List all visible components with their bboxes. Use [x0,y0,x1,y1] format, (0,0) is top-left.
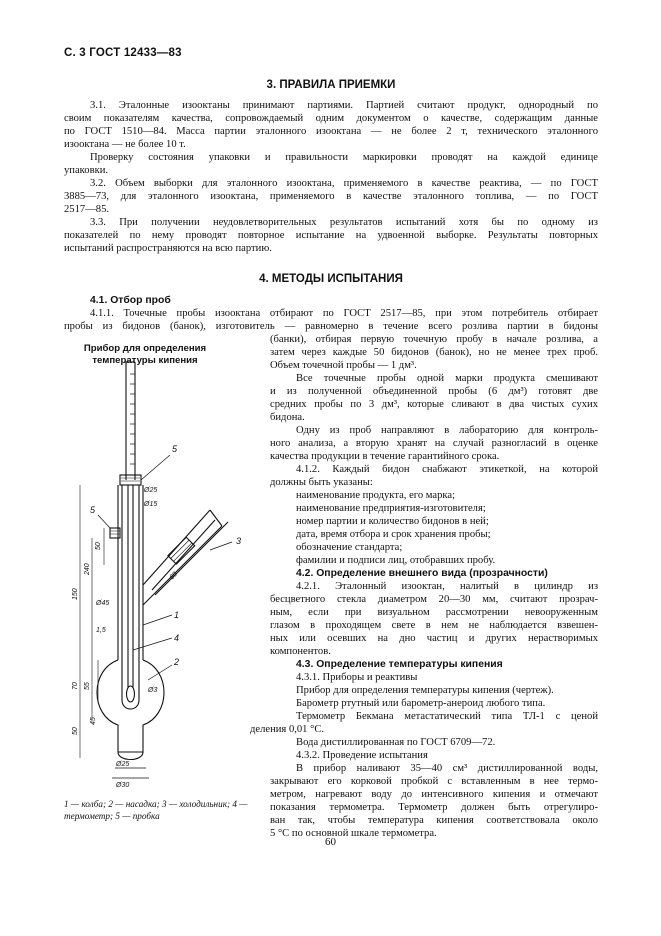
label-3: 3 [236,536,242,546]
subsection-title: 4.3. Определение температуры кипения [296,659,503,670]
page-header: С. 3 ГОСТ 12433—83 [64,47,182,59]
text-line: своим показателям качества, сопровождаемый одним документом о качестве, содержащим данные [64,113,598,124]
text-line: 3.1. Эталонные изооктаны принимают партиями. Партией считают продукт, однородный по [90,100,598,111]
text-line: качества продукции в течение гарантийного срока. [270,451,500,462]
text-line: 4.1.2. Каждый бидон снабжают этикеткой, на которой [296,464,598,475]
test-procedure-text [270,736,598,840]
page-number: 60 [325,836,336,848]
text-line: метром, нагревают воду до интенсивного кипения и отмечают [270,789,598,800]
section4-intro [64,294,598,333]
text-line: деления 0,01 °С. [250,724,325,735]
text-line: испытаний распространяются на всю партию. [64,243,272,254]
text-line: пробы из бидонов (банок), изготовитель — равномерно в течение всего розлива партии в бидоны [64,321,598,332]
text-line: Термометр Бекмана метастатический типа ТЛ-1 с ценой [296,711,598,722]
dim-1-5: 1,5 [96,627,106,634]
text-line: 2517—85. [64,204,110,215]
label-4: 4 [174,633,180,643]
boiling-point-apparatus-drawing [60,360,270,790]
label-5-top: 5 [172,444,178,454]
dim-d25-top: Ø25 [144,487,158,494]
text-line: упаковки. [64,165,109,176]
list-item: обозначение стандарта; [296,542,403,553]
dim-d3: Ø3 [148,687,158,694]
text-line: глазом в проходящем свете в нем не наблюдается взвешен- [270,620,598,631]
figure-caption: 1 — колба; 2 — насадка; 3 — холодильник; 4 — термометр; 5 — пробка [64,799,248,821]
dim-d45: Ø45 [96,600,110,607]
text-line: Объем точечной пробы — 1 дм³. [270,360,417,371]
text-line: ван так, чтобы температура кипения соответствовала около [270,815,598,826]
section3-title: 3. ПРАВИЛА ПРИЕМКИ [266,79,396,91]
division-value-line [250,723,598,736]
section3-text [64,99,598,255]
text-line: компонентов. [270,646,331,657]
label-2: 2 [174,657,180,667]
dim-150: 150 [72,588,79,600]
dim-60: 60 [168,570,179,582]
text-line: затем через каждые 50 бидонов (банок), но не менее трех проб. [270,347,598,358]
text-line: 4.1.1. Точечные пробы изооктана отбирают по ГОСТ 2517—85, при этом потребитель отбирает [90,308,598,319]
section4-title: 4. МЕТОДЫ ИСПЫТАНИЯ [259,273,403,285]
list-item: номер партии и количество бидонов в ней; [296,516,489,527]
text-line: Вода дистиллированная по ГОСТ 6709—72. [296,737,496,748]
text-line: ным, если при визуальном рассмотрении невооруженным [270,607,598,618]
text-line: бидона. [270,412,305,423]
subsection-title: 4.2. Определение внешнего вида (прозрачности) [296,568,548,579]
text-line: бесцветного стекла диаметром 20—30 мм, считают прозрач- [270,594,598,605]
subsection-title: 4.1. Отбор проб [90,295,171,306]
label-1: 1 [174,610,180,620]
text-line: 5 °С по основной шкале термометра. [270,828,437,839]
dim-d15: Ø15 [144,501,158,508]
list-item: дата, время отбора и срок хранения пробы; [296,529,491,540]
figure-title: Прибор для определения температуры кипения [83,343,207,366]
dim-d30: Ø30 [116,782,130,789]
text-line: изооктана — не более 10 т. [64,139,186,150]
text-line: ного анализа, а вторую хранят на случай разногласий в оценке [270,438,598,449]
text-line: показателей по нему проводят повторное испытание на удвоенной выборке. Результаты повторных [64,230,598,241]
text-line: 3.2. Объем выборки для эталонного изооктана, применяемого в качестве реактива, — по ГОСТ [90,178,598,189]
list-item: наименование предприятия-изготовителя; [296,503,486,514]
text-line: показания термометра. Термометр должен быть отрегулиро- [270,802,598,813]
dim-50-top: 50 [95,542,102,550]
dim-55: 55 [84,682,91,690]
dim-50-bottom: 50 [72,727,79,735]
text-line: Прибор для определения температуры кипения (чертеж). [296,685,554,696]
text-line: 4.3.2. Проведение испытания [296,750,428,761]
text-line: Барометр ртутный или барометр-анероид любого типа. [296,698,546,709]
text-line: по ГОСТ 1510—84. Масса партии эталонного изооктана — не более 2 т, технического эталонного [64,126,598,137]
text-line: 4.2.1. Эталонный изооктан, налитый в цилиндр из [296,581,598,592]
dim-240: 240 [84,563,91,575]
text-line: должны быть указаны: [270,477,373,488]
dim-70: 70 [72,682,79,690]
dim-45: 45 [90,717,97,725]
text-line: (банки), отбирая первую точечную пробу в начале розлива, а [270,334,598,345]
text-line: В прибор наливают 35—40 см³ дистиллированной воды, [296,763,598,774]
text-line: средних пробы по 3 дм³, которые сливают в два чистых сухих [270,399,598,410]
text-line: ных или осевших на дно частиц и других нерастворимых [270,633,598,644]
dim-d25-bottom: Ø25 [116,761,130,768]
text-line: Одну из проб направляют в лабораторию для контроль- [296,425,598,436]
text-line: и из полученной объединенной пробы (6 дм³) готовят две [270,386,598,397]
list-item: фамилии и подписи лиц, отобравших пробу. [296,555,496,566]
list-item: наименование продукта, его марка; [296,490,456,501]
text-line: Проверку состояния упаковки и правильности маркировки проводят на каждой единице [90,152,598,163]
label-5-left: 5 [90,505,96,515]
text-line: 4.3.1. Приборы и реактивы [296,672,418,683]
text-line: 3885—73, для эталонного изооктана, применяемого в качестве эталонного топлива, — по ГОСТ [64,191,598,202]
right-column-text [270,333,598,723]
text-line: Все точечные пробы одной марки продукта смешивают [296,373,598,384]
text-line: 3.3. При получении неудовлетворительных результатов испытаний хотя бы по одному из [90,217,598,228]
text-line: закрывают его корковой пробкой с вставленным в нее термо- [270,776,598,787]
